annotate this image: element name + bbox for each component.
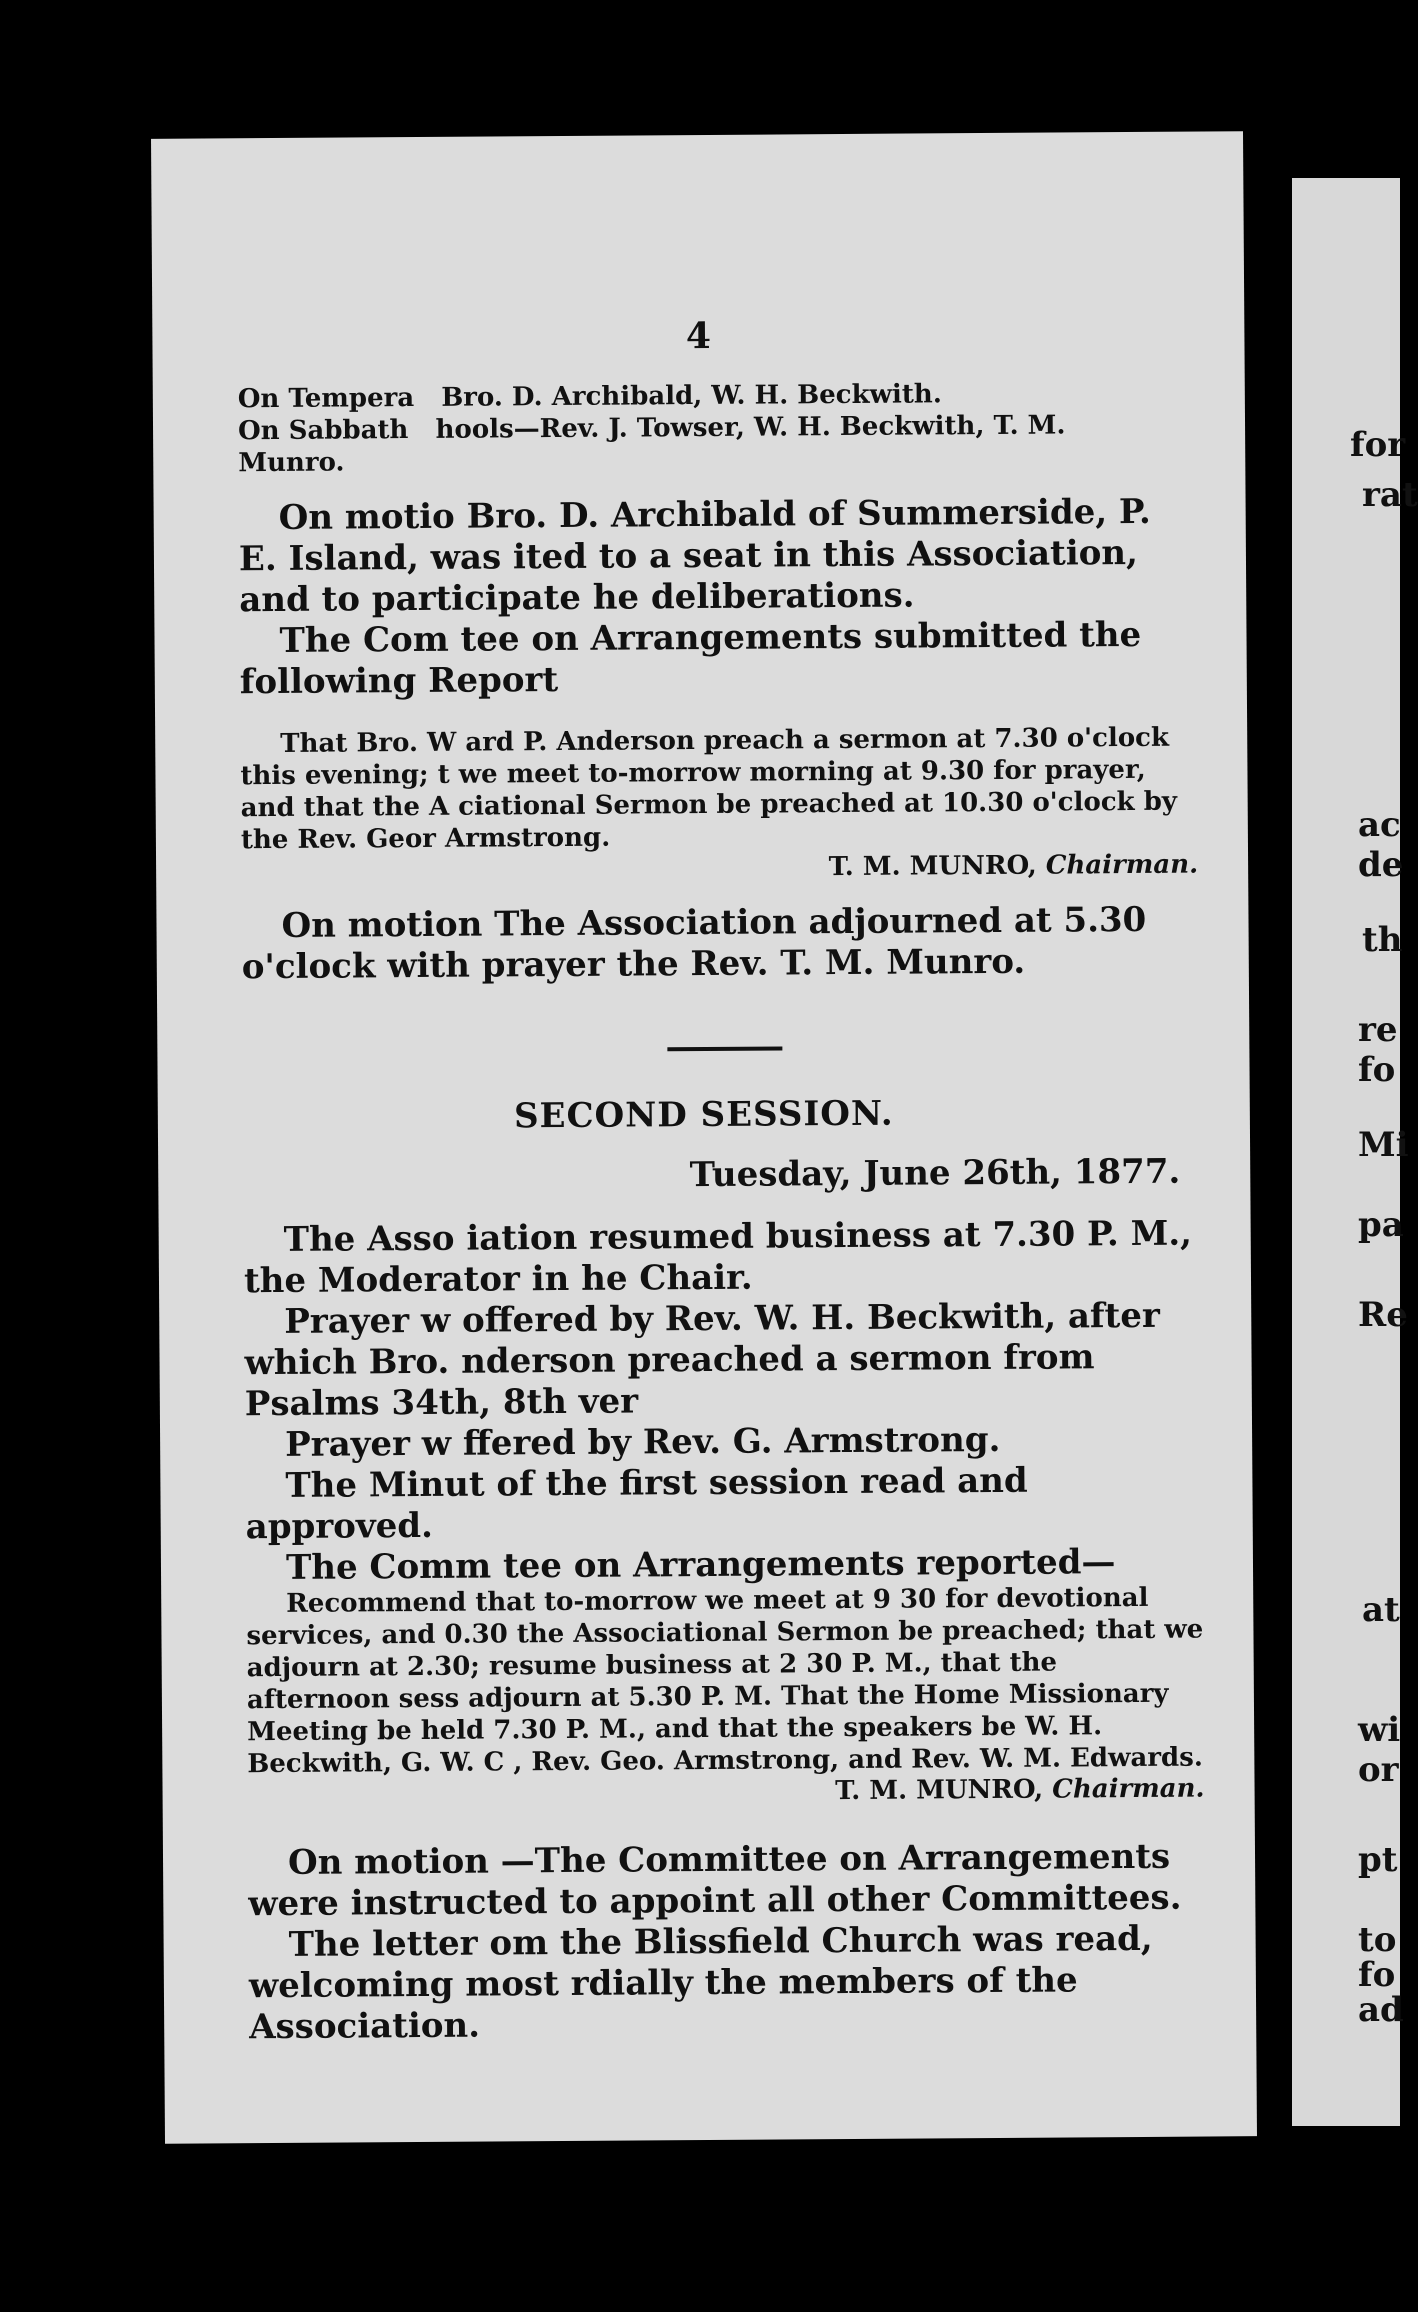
- session-date: Tuesday, June 26th, 1877.: [689, 1151, 1181, 1196]
- signature-title: Chairman.: [1045, 849, 1199, 881]
- fragment-text: de: [1358, 845, 1404, 885]
- fragment-text: fo: [1358, 1050, 1396, 1090]
- fragment-text: for: [1350, 425, 1406, 465]
- section-divider: [667, 1046, 782, 1051]
- text-block-4: [248, 1837, 1206, 2049]
- paragraph-committees: On motion —The Committee on Arrangements were instructed to appoint all other Committees.: [248, 1836, 1182, 1925]
- paragraph-prayer-2: Prayer w ffered by Rev. G. Armstrong.: [284, 1419, 1001, 1465]
- report-text: That Bro. W ard P. Anderson preach a sermon at 7.30 o'clock this evening; t we meet to-morrow morning at 9.30 for prayer, and that the A ciational Sermon be preached at 10.30 o'clock by the Rev. Geor Armstrong.: [240, 722, 1178, 856]
- fragment-text: ad: [1358, 1990, 1404, 2030]
- fragment-text: Mi: [1358, 1125, 1409, 1165]
- report-block-2: [246, 1582, 1205, 1811]
- signature-name: T. M. MUNRO,: [828, 850, 1037, 883]
- text-block-1: [239, 492, 1197, 704]
- fragment-text: Re: [1358, 1295, 1408, 1335]
- signature-title: Chairman.: [1052, 1773, 1205, 1805]
- fragment-text: wi: [1358, 1710, 1401, 1750]
- adjacent-page-fragment: [1292, 178, 1418, 2126]
- fragment-text: or: [1358, 1750, 1399, 1790]
- fragment-text: pt: [1358, 1840, 1398, 1880]
- committee-line: On Tempera Bro. D. Archibald, W. H. Beckwith.: [237, 379, 942, 415]
- fragment-text: th: [1362, 920, 1403, 960]
- committee-block: [238, 377, 1196, 480]
- fragment-text: to: [1358, 1920, 1397, 1960]
- committee-line: On Sabbath hools—Rev. J. Towser, W. H. Beckwith, T. M.: [237, 410, 1066, 447]
- fragment-text: at: [1362, 1590, 1400, 1630]
- fragment-text: re: [1358, 1010, 1398, 1050]
- paragraph-motion: On motio Bro. D. Archibald of Summerside, P. E. Island, was ited to a seat in this Association, and to participate he deliberations.: [238, 491, 1151, 621]
- fragment-text: fo: [1358, 1955, 1396, 1995]
- fragment-text: rat: [1362, 475, 1418, 515]
- committee-line: Munro.: [238, 447, 345, 479]
- paragraph-reported: The Comm tee on Arrangements reported—: [285, 1542, 1116, 1588]
- book-page: [151, 131, 1257, 2144]
- fragment-text: pa: [1358, 1205, 1404, 1245]
- session-heading: SECOND SESSION.: [513, 1093, 894, 1137]
- paragraph-resumed: The Asso iation resumed business at 7.30 P. M., the Moderator in he Chair.: [243, 1213, 1193, 1302]
- paragraph-letter: The letter om the Blissfield Church was read, welcoming most rdially the members of the Association.: [248, 1918, 1153, 2048]
- paragraph-committee: The Com tee on Arrangements submitted the following Report: [239, 614, 1142, 703]
- text-block-2: [241, 900, 1199, 989]
- report-text: Recommend that to-morrow we meet at 9 30 for devotional services, and 0.30 the Associational Sermon be preached; that we adjourn at 2.30; resume business at 2 30 P. M., that the afternoon sess adjourn at 5.30 P. M. That the Home Missionary Meeting be held 7.30 P. M., and that the speakers be W. H. Beckwith, G. W. C , Rev. Geo. Armstrong, and Rev. W. M. Edwards.: [246, 1582, 1204, 1780]
- paragraph-prayer: Prayer w offered by Rev. W. H. Beckwith, after which Bro. nderson preached a sermon from Psalms 34th, 8th ver: [244, 1295, 1160, 1425]
- page-number: 4: [685, 314, 712, 358]
- report-block-1: [240, 722, 1198, 887]
- paragraph-adjourn: On motion The Association adjourned at 5.30 o'clock with prayer the Rev. T. M. Munro.: [241, 899, 1147, 988]
- fragment-text: ac: [1358, 805, 1401, 845]
- signature-name: T. M. MUNRO,: [835, 1774, 1044, 1807]
- text-block-3: [244, 1214, 1204, 1590]
- paragraph-minutes: The Minut of the first session read and approved.: [245, 1460, 1028, 1548]
